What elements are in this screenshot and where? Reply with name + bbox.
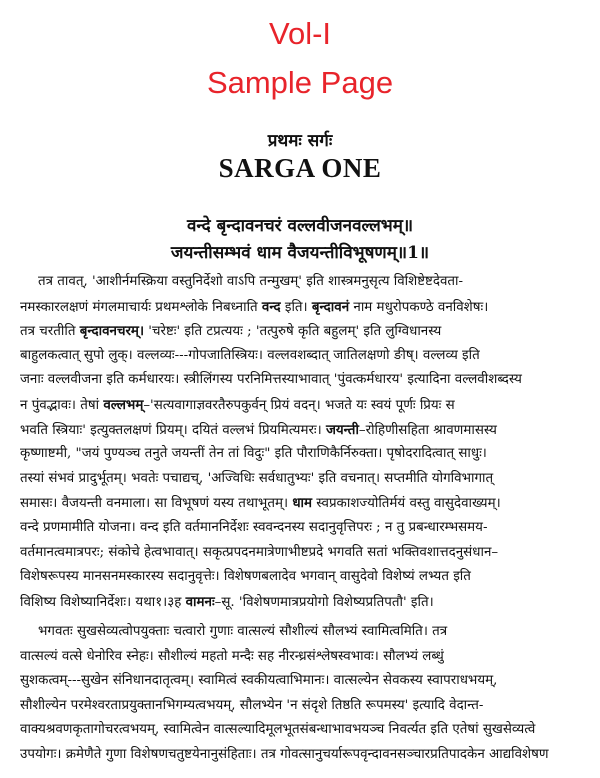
text-segment: विशिष्य विशेष्यानिर्देशः। यथा१।३ह xyxy=(20,594,186,610)
commentary-line xyxy=(20,645,588,670)
chapter-title-english: SARGA ONE xyxy=(218,153,382,183)
commentary-line xyxy=(20,418,588,443)
chapter-title-sanskrit: प्रथमः सर्गः xyxy=(267,131,333,151)
highlighted-term: वल्लभम् xyxy=(103,396,144,413)
highlighted-term: बृन्दावनं xyxy=(311,298,350,315)
commentary-line xyxy=(20,620,588,645)
text-segment: तत्र चरतीति xyxy=(20,324,80,340)
highlighted-term: जयन्ती xyxy=(325,421,359,438)
volume-label: Vol-I xyxy=(268,16,332,51)
commentary-paragraph-1 xyxy=(20,270,588,614)
text-segment: स्वप्रकाशज्योतिर्मयं वस्तु वासुदेवाख्यम्। xyxy=(312,496,501,512)
text-segment: तत्र तावत्, 'आशीर्नमस्क्रिया वस्तुनिर्देशो वाऽपि तन्मुखम्' इति शास्त्रमनुसृत्य विशिष्टेष्टदेवता- xyxy=(38,274,464,289)
commentary-line xyxy=(20,694,588,719)
text-segment: 'चरेष्टः' इति टप्रत्ययः ; 'तत्पुरुषे कृति बहुलम्' इति लुग्विधानस्य xyxy=(144,324,442,340)
verse-line-2: जयन्तीसम्भवं धाम वैजयन्तीविभूषणम्॥1॥ xyxy=(170,243,430,263)
commentary-line xyxy=(20,669,588,694)
text-segment: नाम मधुरोपकण्ठे वनविशेषः। xyxy=(349,299,489,315)
text-segment: वाक्यश्रवणकृतागोचरत्वभयम्, स्वामित्वेन वात्सल्यादिमूलभूतसंबन्धाभावभयञ्च निवर्त्यत इति एतेषां सुखसेव्यत्वे xyxy=(20,722,536,738)
commentary-paragraph-2 xyxy=(20,620,588,768)
commentary-line xyxy=(20,344,588,369)
text-segment: विशेषरूपस्य मानसनमस्कारस्य सदानुवृत्तेः। विशेषणबलादेव भगवान् वासुदेवो विशेष्यं लभ्यत इति xyxy=(20,569,471,585)
text-segment: वन्दे प्रणमामीति योजना। वन्द इति वर्तमाननिर्देशः स्ववन्दनस्य सदानुवृत्तिपरः ; न तु प्रबन्धारम्भसमय- xyxy=(20,519,488,535)
commentary-line xyxy=(20,565,588,590)
text-segment: तस्यां संभवं प्रादुर्भूतम्। भवतेः पचाद्यच्, 'अज्विधिः सर्वधातुभ्यः' इति वचनात्। सप्तमीति योगविभागात् xyxy=(20,470,494,486)
text-segment: सुशकत्वम्---सुखेन संनिधानदातृत्वम्। स्वामित्वं स्वकीयत्वाभिमानः। वात्सल्येन सेवकस्य स्वापराधभयम्, xyxy=(20,673,498,689)
sample-page-label: Sample Page xyxy=(206,65,394,100)
commentary-line xyxy=(20,393,588,418)
text-segment: –'सत्यवागाज्ञवरतैरुपकुर्वन् प्रियं वदन्। भजते यः स्वयं पूर्णः प्रियः स xyxy=(143,397,455,413)
commentary-line xyxy=(20,590,588,615)
text-segment: उपयोगः। क्रमेणैते गुणा विशेषणचतुष्टयेनानुसंहिताः। तत्र गोवत्सानुचर्यारूपवृन्दावनसञ्चारप्रतिपादकेन आद्यविशेषण xyxy=(20,746,549,762)
commentary-line xyxy=(20,743,588,768)
text-segment: समासः। वैजयन्ती वनमाला। सा विभूषणं यस्य तथाभूतम्। xyxy=(20,496,293,512)
text-segment: भवति स्त्रियाः' इत्युक्तलक्षणं प्रियम्। दयितं वल्लभं प्रियमित्यमरः। xyxy=(20,422,326,438)
text-segment: सौशील्येन परमेश्वरताप्रयुक्तानभिगम्यत्वभयम्, सौलभ्येन 'न संदृशे तिष्ठति रूपमस्य' इत्यादि वेदान्त- xyxy=(20,697,484,713)
commentary-line xyxy=(20,491,588,516)
highlighted-term: धाम xyxy=(292,495,313,512)
text-segment: –रोहिणीसहिता श्रावणमासस्य xyxy=(358,422,497,438)
verse-line-1: वन्दे बृन्दावनचरं वल्लवीजनवल्लभम्॥ xyxy=(186,216,414,236)
text-segment: नमस्कारलक्षणं मंगलमाचार्यः प्रथमश्लोके निबध्नाति xyxy=(20,299,262,315)
text-segment: बाहुलकत्वात् सुपो लुक्। वल्लव्यः---गोपजातिस्त्रियः। वल्लवशब्दात् जातिलक्षणो ङीष्। वल्लव्य इति xyxy=(20,347,480,363)
commentary-line xyxy=(20,270,588,295)
commentary-line xyxy=(20,368,588,393)
commentary-line xyxy=(20,516,588,541)
text-segment: इति। xyxy=(280,299,312,315)
text-segment: कृष्णाष्टमी, "जयं पुण्यञ्च तनुते जयन्तीं तेन तां विदुः" इति पौराणिकैर्निरुक्ता। पृषोदरादित्वात् साधुः। xyxy=(20,446,487,462)
highlighted-term: वन्द xyxy=(261,298,281,315)
text-segment: जनाः वल्लवीजना इति कर्मधारयः। स्त्रीलिंगस्य परनिमित्तस्याभावात् 'पुंवत्कर्मधारय' इत्यादिना वल्लवीशब्दस्य xyxy=(20,372,522,388)
text-segment: वर्तमानत्वमात्रपरः; संकोचे हेत्वभावात्। सकृत्प्रपदनमात्रेणाभीष्टप्रदे भगवति सतां भक्तिवशात्तदनुसंधान– xyxy=(20,544,499,560)
commentary-line xyxy=(20,319,588,344)
commentary-line xyxy=(20,718,588,743)
commentary-line xyxy=(20,442,588,467)
commentary-line xyxy=(20,467,588,492)
text-segment: न पुंवद्भावः। तेषां xyxy=(20,397,104,413)
commentary-line xyxy=(20,295,588,320)
commentary-line xyxy=(20,541,588,566)
text-segment: वात्सल्यं वत्से धेनोरिव स्नेहः। सौशील्यं महतो मन्दैः सह नीरन्ध्रसंश्लेषस्वभावः। सौलभ्यं लब्धुं xyxy=(20,648,444,664)
highlighted-term: वामनः xyxy=(185,593,215,610)
text-segment: भगवतः सुखसेव्यत्वोपयुक्ताः चत्वारो गुणाः वात्सल्यं सौशील्यं सौलभ्यं स्वामित्वमिति। तत्र xyxy=(38,624,448,639)
highlighted-term: बृन्दावनचरम्। xyxy=(79,323,145,340)
text-segment: –सू. 'विशेषणमात्रप्रयोगो विशेष्यप्रतिपतौ' इति। xyxy=(214,594,434,610)
